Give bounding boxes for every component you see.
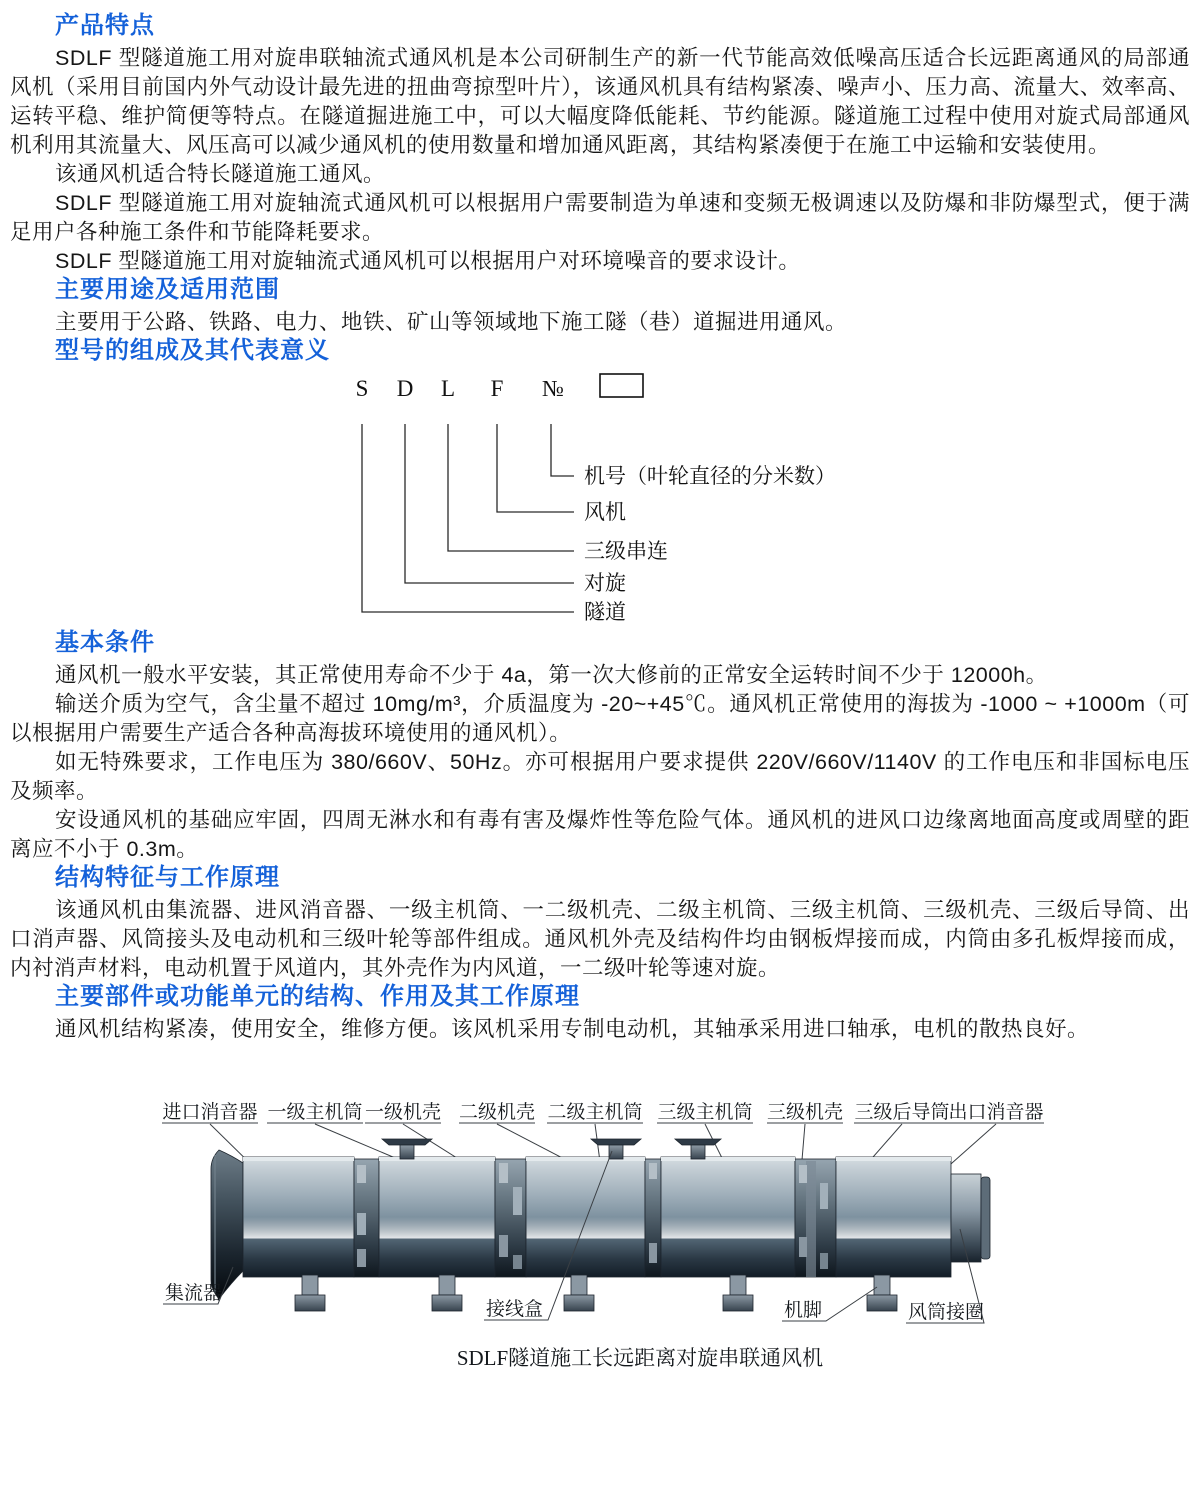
label-stage2-casing: 二级机壳 bbox=[458, 1102, 536, 1123]
model-label-number: 机号（叶轮直径的分米数） bbox=[584, 464, 836, 488]
paragraph-features-4: SDLF 型隧道施工用对旋轴流式通风机可以根据用户对环境噪音的要求设计。 bbox=[55, 249, 801, 273]
label-stage2-barrel: 二级主机筒 bbox=[547, 1102, 643, 1123]
label-outlet-silencer: 出口消音器 bbox=[948, 1102, 1044, 1123]
model-line-no bbox=[551, 424, 574, 476]
heading-usage: 主要用途及适用范围 bbox=[55, 276, 280, 303]
model-letter-l: L bbox=[440, 376, 456, 401]
label-machine-foot: 机脚 bbox=[784, 1300, 823, 1321]
junction-box-3 bbox=[675, 1139, 721, 1159]
label-stage3-casing: 三级机壳 bbox=[766, 1102, 844, 1123]
paragraph-usage: 主要用于公路、铁路、电力、地铁、矿山等领域地下施工隧（巷）道掘进用通风。 bbox=[55, 310, 848, 334]
inlet-bell bbox=[211, 1150, 243, 1299]
heading-model: 型号的组成及其代表意义 bbox=[55, 337, 330, 364]
heading-conditions: 基本条件 bbox=[55, 629, 155, 656]
model-label-counter: 对旋 bbox=[584, 571, 626, 595]
model-number-box bbox=[600, 374, 643, 397]
heading-features: 产品特点 bbox=[55, 12, 155, 39]
paragraph-conditions-4: 安设通风机的基础应牢固，四周无淋水和有毒有害及爆炸性等危险气体。通风机的进风口边缘离地面高度或周壁的距离应不小于 0.3m。 bbox=[10, 808, 1190, 861]
model-label-tunnel: 隧道 bbox=[584, 600, 626, 624]
model-line-d bbox=[405, 424, 574, 583]
cylinder-stage1-barrel bbox=[379, 1157, 495, 1277]
paragraph-conditions-3: 如无特殊要求，工作电压为 380/660V、50Hz。亦可根据用户要求提供 220V/660V/1140V 的工作电压和非国标电压及频率。 bbox=[10, 750, 1190, 803]
label-stage3-guide: 三级后导筒 bbox=[854, 1102, 950, 1123]
cylinder-outlet-silencer bbox=[836, 1157, 951, 1277]
label-junction-box: 接线盒 bbox=[486, 1299, 544, 1320]
paragraph-conditions-2: 输送介质为空气，含尘量不超过 10mg/m³，介质温度为 -20~+45℃。通风机正常使用的海拔为 -1000 ~ +1000m（可以根据用户需要生产适合各种高海拔环境使用的通风机）。 bbox=[10, 692, 1190, 745]
model-line-s bbox=[362, 424, 574, 612]
label-duct-ring: 风筒接圈 bbox=[908, 1302, 985, 1323]
label-stage3-barrel: 三级主机筒 bbox=[657, 1102, 753, 1123]
model-label-fan: 风机 bbox=[584, 500, 626, 524]
model-line-l bbox=[448, 424, 574, 551]
model-label-series: 三级串连 bbox=[584, 539, 668, 563]
model-letter-f: F bbox=[490, 376, 504, 401]
paragraph-conditions-1: 通风机一般水平安装，其正常使用寿命不少于 4a，第一次大修前的正常安全运转时间不少于 12000h。 bbox=[55, 663, 1048, 687]
label-collector: 集流器 bbox=[165, 1283, 223, 1304]
paragraph-parts: 通风机结构紧凑，使用安全，维修方便。该风机采用专制电动机，其轴承采用进口轴承，电机的散热良好。 bbox=[55, 1017, 1090, 1041]
model-line-f bbox=[497, 424, 574, 512]
model-letter-s: S bbox=[355, 376, 369, 401]
paragraph-features-1: SDLF 型隧道施工用对旋串联轴流式通风机是本公司研制生产的新一代节能高效低噪高压适合长远距离通风的局部通风机（采用目前国内外气动设计最先进的扭曲弯掠型叶片），该通风机具有结构紧凑、噪声小、压力高、流量大、效率高、运转平稳、维护简便等特点。在隧道掘进施工中，可以大幅度降低能耗、节约能源。隧道施工过程中使用对旋式局部通风机利用其流量大、风压高可以减少通风机的使用数量和增加通风距离，其结构紧凑便于在施工中运输和安装使用。 bbox=[10, 46, 1190, 157]
fan-diagram-caption: SDLF隧道施工长远距离对旋串联通风机 bbox=[456, 1346, 824, 1370]
label-stage1-casing: 一级机壳 bbox=[364, 1102, 442, 1123]
heading-structure: 结构特征与工作原理 bbox=[55, 864, 280, 891]
paragraph-features-2: 该通风机适合特长隧道施工通风。 bbox=[55, 162, 386, 186]
cylinder-stage3-barrel bbox=[661, 1157, 795, 1277]
label-stage1-barrel: 一级主机筒 bbox=[267, 1102, 363, 1123]
fan-body bbox=[211, 1139, 990, 1311]
duct-ring-cap bbox=[981, 1177, 990, 1259]
cylinder-inlet-silencer bbox=[243, 1157, 354, 1277]
label-inlet-silencer: 进口消音器 bbox=[162, 1102, 258, 1123]
duct-ring bbox=[951, 1174, 981, 1262]
fan-assembly-diagram bbox=[10, 1087, 1190, 1387]
model-letter-d: D bbox=[396, 376, 414, 401]
paragraph-structure: 该通风机由集流器、进风消音器、一级主机筒、一二级机壳、二级主机筒、三级主机筒、三级机壳、三级后导筒、出口消声器、风筒接头及电动机和三级叶轮等部件组成。通风机外壳及结构件均由钢板焊接而成，内筒由多孔板焊接而成，内衬消声材料，电动机置于风道内，其外壳作为内风道，一二级叶轮等速对旋。 bbox=[10, 898, 1190, 980]
paragraph-features-3: SDLF 型隧道施工用对旋轴流式通风机可以根据用户需要制造为单速和变频无极调速以及防爆和非防爆型式，便于满足用户各种施工条件和节能降耗要求。 bbox=[10, 191, 1190, 244]
cylinder-stage2-barrel bbox=[526, 1157, 645, 1277]
model-composition-diagram bbox=[340, 369, 1120, 627]
heading-parts: 主要部件或功能单元的结构、作用及其工作原理 bbox=[55, 983, 580, 1010]
model-letter-no: № bbox=[542, 376, 564, 401]
